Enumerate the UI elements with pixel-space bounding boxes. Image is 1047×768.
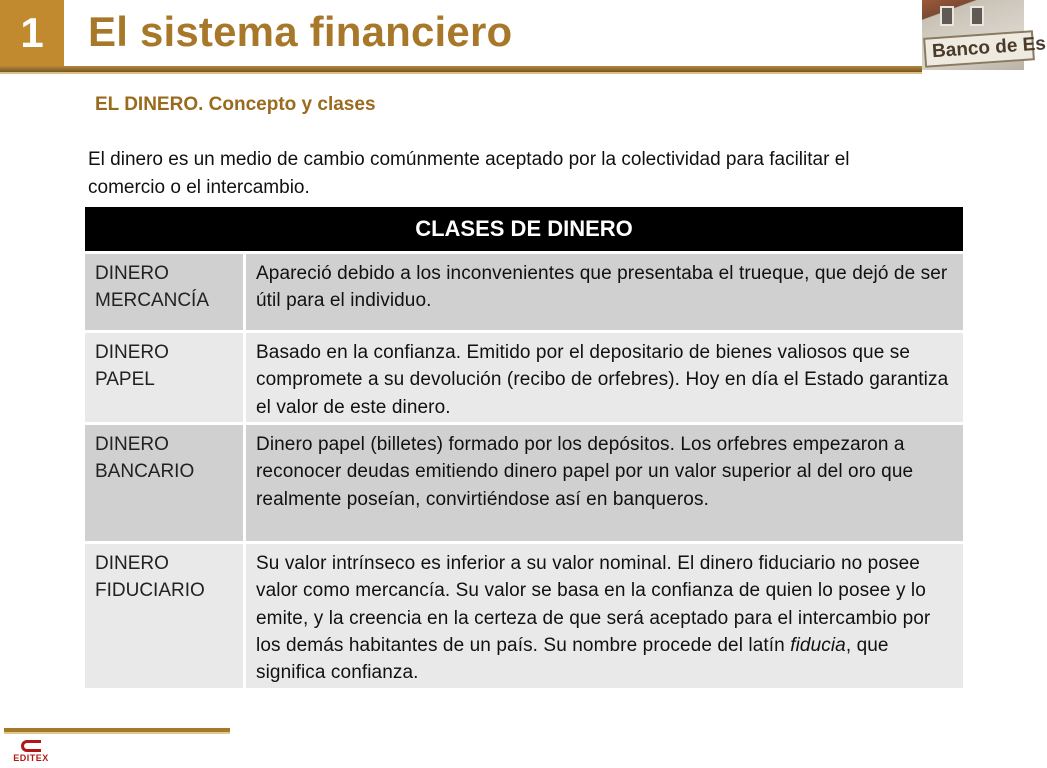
table-row xyxy=(85,422,963,541)
editex-logo-text: EDITEX xyxy=(13,753,49,763)
table-row xyxy=(85,541,963,688)
money-type-cell xyxy=(85,425,246,541)
money-type-line2: MERCANCÍA xyxy=(95,290,210,311)
photo-window xyxy=(940,6,954,26)
money-type-cell xyxy=(85,254,246,330)
description-text: Su valor intrínseco es inferior a su valor nominal. El dinero fiduciario no posee valor como mercancía. Su valor se basa en la confianza de quien lo posee y lo emite, y la creencia en la certeza de que será aceptado para el intercambio por los demás habitantes de un país. Su nombre procede del latín xyxy=(256,553,931,656)
page-title: El sistema financiero xyxy=(88,8,513,55)
latin-term: fiducia xyxy=(790,634,846,656)
money-description-cell xyxy=(246,544,963,688)
money-type-cell xyxy=(85,544,246,688)
table-row xyxy=(85,251,963,330)
table-header: CLASES DE DINERO xyxy=(85,207,963,251)
money-type-cell xyxy=(85,333,246,422)
intro-paragraph: El dinero es un medio de cambio comúnmente aceptado por la colectividad para facilitar el comercio o el intercambio. xyxy=(88,149,850,198)
table-row xyxy=(85,330,963,422)
section-subtitle: EL DINERO. Concepto y clases xyxy=(95,94,376,115)
editex-logo-icon xyxy=(21,740,41,752)
money-types-table xyxy=(85,207,963,688)
chapter-number: 1 xyxy=(20,9,44,56)
money-type-line2: BANCARIO xyxy=(95,461,195,482)
money-type-line1: DINERO xyxy=(95,263,169,284)
bank-building-photo xyxy=(922,0,1047,70)
money-type-line1: DINERO xyxy=(95,553,169,574)
money-type-line1: DINERO xyxy=(95,434,169,455)
money-description-cell: Dinero papel (billetes) formado por los depósitos. Los orfebres empezaron a reconocer deudas emitiendo dinero papel por un valor superior al del oro que realmente poseían, convirtiéndose así en banqueros. xyxy=(256,434,914,510)
footer-divider-thin xyxy=(4,732,230,734)
money-type-line2: PAPEL xyxy=(95,369,155,390)
money-type-line2: FIDUCIARIO xyxy=(95,580,205,601)
money-description-cell: Apareció debido a los inconvenientes que presentaba el trueque, que dejó de ser útil para el individuo. xyxy=(256,263,948,312)
description-text-end: , que significa confianza. xyxy=(256,634,889,684)
money-description-cell: Basado en la confianza. Emitido por el depositario de bienes valiosos que se compromete a su devolución (recibo de orfebres). Hoy en día el Estado garantiza el valor de este dinero. xyxy=(256,342,949,418)
editex-logo xyxy=(6,740,56,766)
chapter-number-badge xyxy=(0,0,64,66)
photo-window xyxy=(970,6,984,26)
money-type-line1: DINERO xyxy=(95,342,169,363)
title-divider-thin xyxy=(0,72,922,74)
bank-sign: Banco de Es xyxy=(923,30,1035,68)
